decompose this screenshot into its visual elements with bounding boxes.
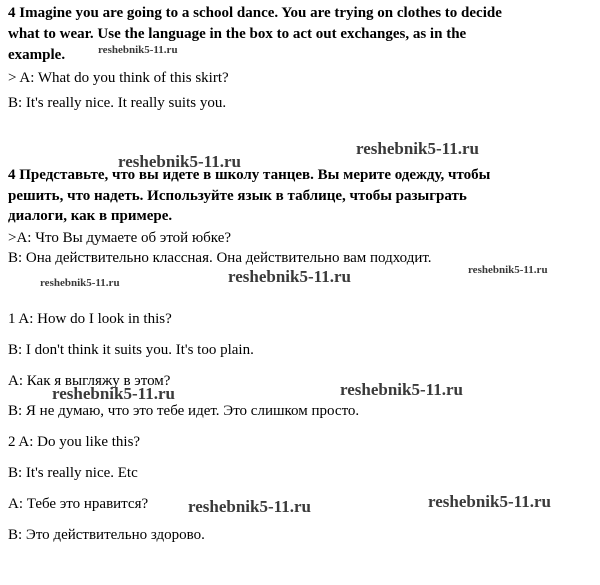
dialogue-1-en-b: B: I don't think it suits you. It's too plain. [8, 342, 254, 358]
watermark: reshebnik5-11.ru [188, 497, 311, 516]
russian-heading-line2: решить, что надеть. Используйте язык в таблице, чтобы разыграть [8, 188, 467, 204]
russian-example-a: >А: Что Вы думаете об этой юбке? [8, 230, 232, 246]
dialogue-1-en-a: 1 A: How do I look in this? [8, 311, 172, 327]
english-heading-line1: 4 Imagine you are going to a school dance. You are trying on clothes to decide [8, 5, 502, 21]
dialogue-1-ru-b: В: Я не думаю, что это тебе идет. Это слишком просто. [8, 403, 360, 419]
watermark: reshebnik5-11.ru [52, 384, 175, 403]
english-example-a: > A: What do you think of this skirt? [8, 70, 229, 86]
watermark: reshebnik5-11.ru [228, 267, 351, 286]
english-heading-line3: example. [8, 47, 66, 63]
watermark: reshebnik5-11.ru [340, 380, 463, 399]
dialogue-2-en-a: 2 A: Do you like this? [8, 434, 141, 450]
russian-example-b: В: Она действительно классная. Она действительно вам подходит. [8, 250, 432, 266]
watermark: reshebnik5-11.ru [98, 44, 178, 56]
watermark: reshebnik5-11.ru [118, 152, 241, 171]
dialogue-1-ru-a: А: Как я выгляжу в этом? [8, 373, 171, 389]
english-example-b: B: It's really nice. It really suits you. [8, 95, 227, 111]
watermark: reshebnik5-11.ru [428, 492, 551, 511]
russian-heading-line1: 4 Представьте, что вы идете в школу танцев. Вы мерите одежду, чтобы [8, 167, 491, 183]
dialogue-2-en-b: B: It's really nice. Etc [8, 465, 138, 481]
watermark: reshebnik5-11.ru [40, 277, 120, 289]
watermark: reshebnik5-11.ru [468, 264, 548, 276]
russian-heading-line3: диалоги, как в примере. [8, 208, 173, 224]
watermark: reshebnik5-11.ru [356, 139, 479, 158]
english-heading-line2: what to wear. Use the language in the box to act out exchanges, as in the [8, 26, 467, 42]
dialogue-2-ru-b: В: Это действительно здорово. [8, 527, 205, 543]
dialogue-2-ru-a: А: Тебе это нравится? [8, 496, 149, 512]
